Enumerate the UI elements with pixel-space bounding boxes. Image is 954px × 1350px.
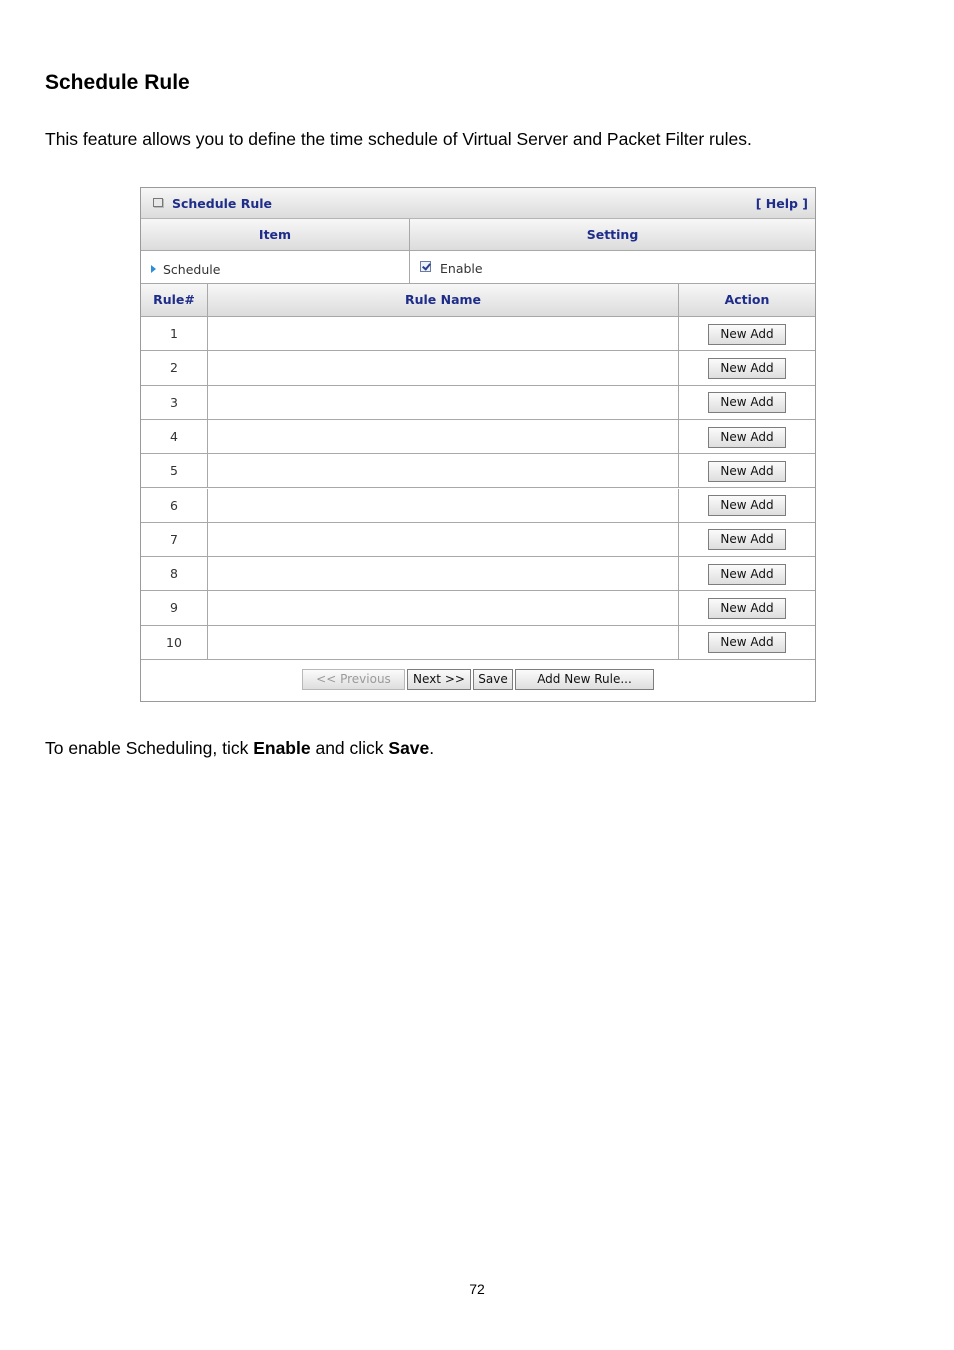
rule-name-cell: [208, 626, 679, 660]
action-header: Action: [679, 284, 815, 317]
save-button[interactable]: Save: [473, 669, 513, 690]
schedule-rule-panel: [140, 187, 816, 702]
rule-action-cell: [679, 626, 815, 660]
panel-title: Schedule Rule: [172, 196, 273, 211]
rule-action-cell: [679, 591, 815, 625]
rule-name-cell: [208, 591, 679, 625]
new-add-button[interactable]: New Add: [708, 392, 786, 413]
enable-label: Enable: [440, 261, 483, 276]
rule-name-cell: [208, 386, 679, 420]
next-button[interactable]: Next >>: [407, 669, 471, 690]
rule-number-cell: 10: [141, 626, 208, 660]
rule-action-cell: [679, 317, 815, 351]
rule-number-cell: 3: [141, 386, 208, 420]
new-add-button[interactable]: New Add: [708, 461, 786, 482]
rule-number-cell: 2: [141, 351, 208, 385]
new-add-button[interactable]: New Add: [708, 598, 786, 619]
page-heading: Schedule Rule: [45, 71, 190, 94]
intro-paragraph: This feature allows you to define the time schedule of Virtual Server and Packet Filter rules.: [45, 129, 752, 149]
rule-action-cell: [679, 420, 815, 454]
rule-action-cell: [679, 454, 815, 488]
panel-title-bar: [141, 188, 815, 219]
new-add-button[interactable]: New Add: [708, 529, 786, 550]
new-add-button[interactable]: New Add: [708, 358, 786, 379]
item-header: Item: [141, 219, 410, 251]
rule-action-cell: [679, 386, 815, 420]
rule-number-cell: 4: [141, 420, 208, 454]
rule-name-cell: [208, 317, 679, 351]
previous-button[interactable]: << Previous: [302, 669, 405, 690]
new-add-button[interactable]: New Add: [708, 495, 786, 516]
rule-number-cell: 8: [141, 557, 208, 591]
new-add-button[interactable]: New Add: [708, 324, 786, 345]
add-new-rule-button[interactable]: Add New Rule...: [515, 669, 654, 690]
rule-name-cell: [208, 523, 679, 557]
rule-number-header: Rule#: [141, 284, 208, 317]
rule-name-cell: [208, 420, 679, 454]
save-emphasis: Save: [388, 738, 430, 758]
new-add-button[interactable]: New Add: [708, 632, 786, 653]
rule-name-cell: [208, 454, 679, 488]
page-number: 72: [469, 1281, 485, 1297]
bullet-triangle-icon: [151, 265, 156, 273]
rule-number-cell: 9: [141, 591, 208, 625]
enable-emphasis: Enable: [253, 738, 311, 758]
schedule-item-cell: [141, 251, 410, 284]
schedule-label: Schedule: [163, 262, 221, 277]
rule-action-cell: [679, 489, 815, 523]
schedule-setting-cell: [410, 251, 815, 284]
enable-checkbox[interactable]: [420, 261, 431, 272]
new-add-button[interactable]: New Add: [708, 564, 786, 585]
instruction-note: To enable Scheduling, tick Enable and click Save.: [45, 738, 435, 758]
window-icon: [153, 198, 163, 207]
rule-number-cell: 1: [141, 317, 208, 351]
rule-name-header: Rule Name: [208, 284, 679, 317]
rule-name-cell: [208, 489, 679, 523]
table-divider: [141, 659, 815, 660]
new-add-button[interactable]: New Add: [708, 427, 786, 448]
rule-name-cell: [208, 351, 679, 385]
rule-action-cell: [679, 557, 815, 591]
rule-name-cell: [208, 557, 679, 591]
rule-action-cell: [679, 523, 815, 557]
rule-action-cell: [679, 351, 815, 385]
rule-number-cell: 6: [141, 489, 208, 523]
rule-number-cell: 7: [141, 523, 208, 557]
setting-header: Setting: [410, 219, 815, 251]
rule-number-cell: 5: [141, 454, 208, 488]
help-link[interactable]: [ Help ]: [755, 196, 808, 211]
